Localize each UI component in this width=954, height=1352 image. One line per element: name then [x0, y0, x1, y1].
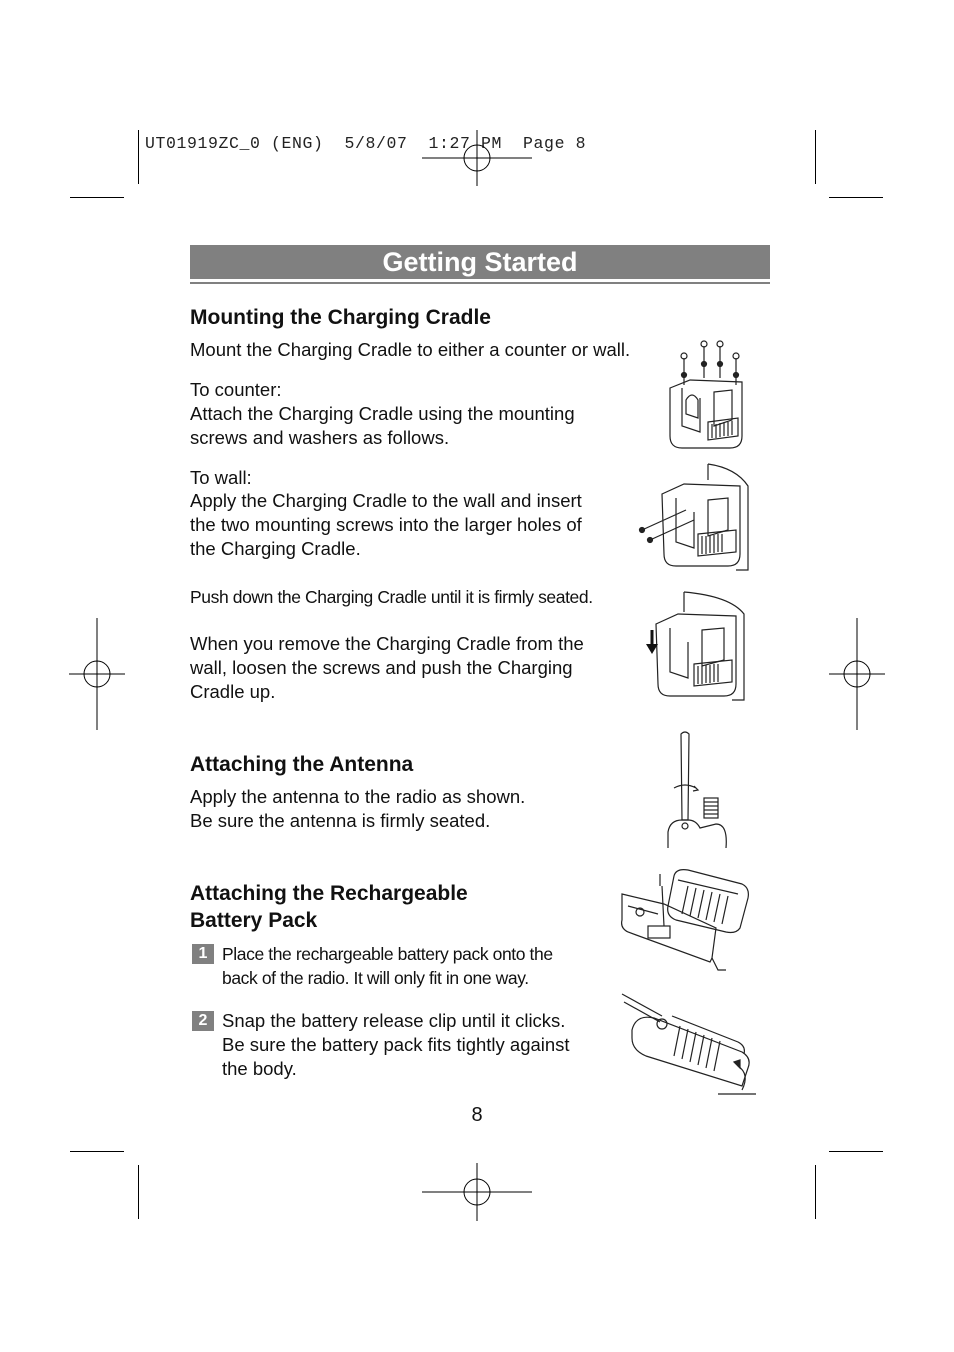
counter-label: To counter:: [190, 379, 282, 400]
step2-text-line: Be sure the battery pack fits tightly against: [222, 1034, 570, 1055]
title-underline: [190, 282, 770, 284]
crop-mark: [815, 1165, 816, 1219]
crop-mark: [138, 1165, 139, 1219]
crop-mark: [138, 130, 139, 184]
remove-text-line: Cradle up.: [190, 681, 276, 702]
step2-text-line: the body.: [222, 1058, 297, 1079]
registration-mark-right: [829, 618, 885, 730]
counter-text-line: Attach the Charging Cradle using the mounting: [190, 403, 575, 424]
antenna-illustration: [660, 728, 732, 848]
antenna-text-line: Apply the antenna to the radio as shown.: [190, 786, 526, 807]
cradle-counter-illustration: [662, 340, 752, 452]
step-number-badge: 2: [192, 1011, 214, 1031]
battery-placement-illustration: [618, 866, 752, 976]
page-number: 8: [471, 1104, 483, 1126]
battery-clip-illustration: [618, 990, 758, 1096]
cradle-wall-illustration: [636, 460, 754, 574]
push-note: Push down the Charging Cradle until it is firmly seated.: [190, 587, 593, 607]
remove-text-line: When you remove the Charging Cradle from the: [190, 633, 584, 654]
registration-mark-bottom: [422, 1163, 532, 1221]
wall-text-line: the Charging Cradle.: [190, 538, 361, 559]
antenna-text-line: Be sure the antenna is firmly seated.: [190, 810, 491, 831]
crop-mark: [829, 197, 883, 198]
mounting-intro: Mount the Charging Cradle to either a counter or wall.: [190, 339, 631, 360]
wall-text-line: the two mounting screws into the larger holes of: [190, 514, 582, 535]
step-number-badge: 1: [192, 944, 214, 964]
wall-text-line: Apply the Charging Cradle to the wall and insert: [190, 490, 582, 511]
battery-heading-line: Battery Pack: [190, 909, 318, 932]
remove-text-line: wall, loosen the screws and push the Charging: [190, 657, 573, 678]
antenna-heading: Attaching the Antenna: [190, 753, 414, 776]
crop-mark: [815, 130, 816, 184]
step1-text-line: Place the rechargeable battery pack onto the: [222, 944, 553, 964]
battery-heading-line: Attaching the Rechargeable: [190, 882, 468, 905]
cradle-push-down-illustration: [640, 588, 748, 704]
registration-mark-left: [69, 618, 125, 730]
crop-mark: [70, 197, 124, 198]
mounting-heading: Mounting the Charging Cradle: [190, 306, 491, 329]
step1-text-line: back of the radio. It will only fit in one way.: [222, 968, 529, 988]
crop-mark: [70, 1151, 124, 1152]
printer-slug: UT01919ZC_0 (ENG) 5/8/07 1:27 PM Page 8: [145, 134, 587, 153]
page-title: Getting Started: [190, 245, 770, 279]
crop-mark: [829, 1151, 883, 1152]
registration-mark-top: [422, 130, 532, 186]
step2-text-line: Snap the battery release clip until it clicks.: [222, 1010, 566, 1031]
wall-label: To wall:: [190, 467, 252, 488]
counter-text-line: screws and washers as follows.: [190, 427, 450, 448]
